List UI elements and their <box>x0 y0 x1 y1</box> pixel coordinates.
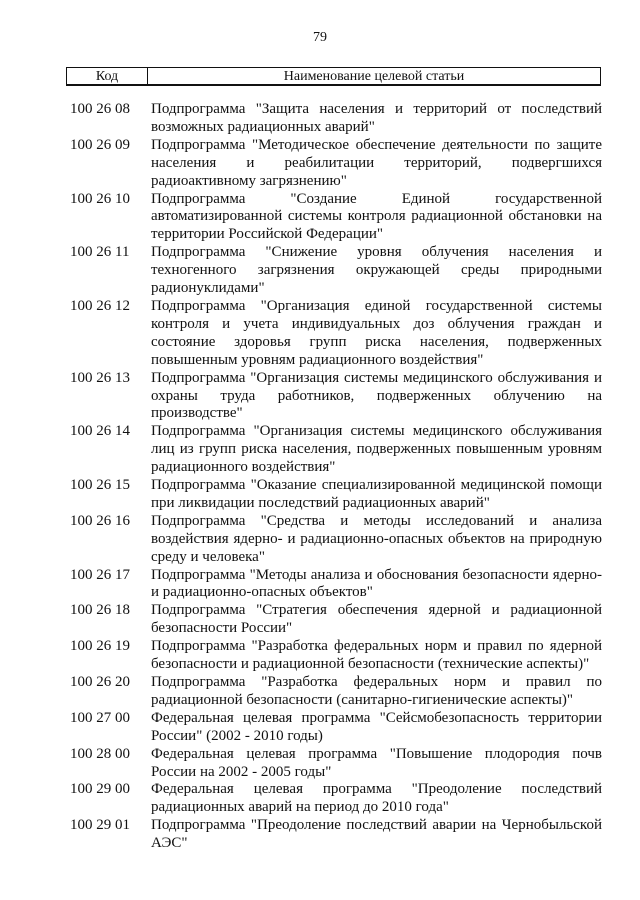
row-code: 100 26 16 <box>70 512 130 529</box>
row-code: 100 26 15 <box>70 477 130 494</box>
table-row <box>70 567 602 603</box>
table-row <box>70 423 602 477</box>
row-name: Федеральная целевая программа "Повышение плодородия почв России на 2002 - 2005 годы" <box>151 745 602 780</box>
row-name: Федеральная целевая программа "Преодоление последствий радиационных аварий на период до 2010 года" <box>151 781 602 816</box>
table-row <box>70 370 602 424</box>
row-code: 100 26 20 <box>70 674 130 690</box>
table-row <box>70 298 602 370</box>
row-name: Федеральная целевая программа "Сейсмобезопасность территории России" (2002 - 2010 годы) <box>151 709 602 744</box>
row-code: 100 26 17 <box>70 566 130 583</box>
table-row <box>70 477 602 513</box>
header-name-column: Наименование целевой статьи <box>283 69 465 84</box>
table-row <box>70 781 602 817</box>
table-row <box>70 710 602 746</box>
table-header <box>66 67 601 86</box>
row-name: Подпрограмма "Методы анализа и обоснования безопасности ядерно- и радиационно-опасных объектов" <box>151 566 602 601</box>
row-code: 100 26 09 <box>70 136 130 153</box>
table-row <box>70 513 602 567</box>
row-code: 100 26 14 <box>70 423 130 440</box>
row-code: 100 26 08 <box>70 101 130 117</box>
row-code: 100 29 01 <box>70 817 130 834</box>
row-name: Подпрограмма "Стратегия обеспечения ядерной и радиационной безопасности России" <box>151 602 602 637</box>
table-row <box>70 191 602 245</box>
row-code: 100 26 18 <box>70 602 130 619</box>
row-code: 100 27 00 <box>70 709 130 726</box>
row-name: Подпрограмма "Разработка федеральных норм и правил по ядерной безопасности и радиационной безопасности (технические аспекты)" <box>151 638 602 673</box>
row-name: Подпрограмма "Средства и методы исследований и анализа воздействия ядерно- и радиационно-опасных объектов на природную среду и человека" <box>151 512 602 565</box>
row-code: 100 26 13 <box>70 369 130 386</box>
row-name: Подпрограмма "Организация системы медицинского обслуживания лиц из групп риска населения, подверженных повышенным уровням радиационного воздействия" <box>151 423 602 476</box>
row-code: 100 26 12 <box>70 297 130 314</box>
table-row <box>70 674 602 710</box>
row-code: 100 26 10 <box>70 190 130 207</box>
row-code: 100 29 00 <box>70 781 130 798</box>
table-row <box>70 817 602 853</box>
header-code-column: Код <box>67 68 148 84</box>
row-name: Подпрограмма "Разработка федеральных норм и правил по радиационной безопасности (санитарно-гигиенические аспекты)" <box>151 674 602 708</box>
table-row <box>70 101 602 137</box>
row-name: Подпрограмма "Снижение уровня облучения населения и техногенного загрязнения окружающей среды природными радионуклидами" <box>151 244 602 297</box>
page-number: 79 <box>313 30 327 45</box>
budget-items-list <box>70 101 602 853</box>
table-row <box>70 746 602 782</box>
table-row <box>70 244 602 298</box>
table-row <box>70 602 602 638</box>
row-code: 100 26 19 <box>70 638 130 655</box>
row-name: Подпрограмма "Оказание специализированной медицинской помощи при ликвидации последствий радиационных аварий" <box>151 477 602 511</box>
row-code: 100 28 00 <box>70 745 130 762</box>
row-name: Подпрограмма "Организация единой государственной системы контроля и учета индивидуальных доз облучения граждан и состояние здоровья групп риска населения, подверженных повышенным уровням радиационного воздействия" <box>151 297 602 368</box>
row-name: Подпрограмма "Методическое обеспечение деятельности по защите населения и реабилитации территорий, подвергшихся радиоактивному загрязнению" <box>151 136 602 189</box>
row-name: Подпрограмма "Преодоление последствий аварии на Чернобыльской АЭС" <box>151 817 602 852</box>
row-name: Подпрограмма "Защита населения и территорий от последствий возможных радиационных аварий" <box>151 101 602 135</box>
row-code: 100 26 11 <box>70 244 130 261</box>
row-name: Подпрограмма "Организация системы медицинского обслуживания и охраны труда работников, подверженных облучению на производстве" <box>151 369 602 422</box>
row-name: Подпрограмма "Создание Единой государственной автоматизированной системы контроля радиационной обстановки на территории Российской Федерации" <box>151 190 602 243</box>
table-row <box>70 137 602 191</box>
table-row <box>70 638 602 674</box>
